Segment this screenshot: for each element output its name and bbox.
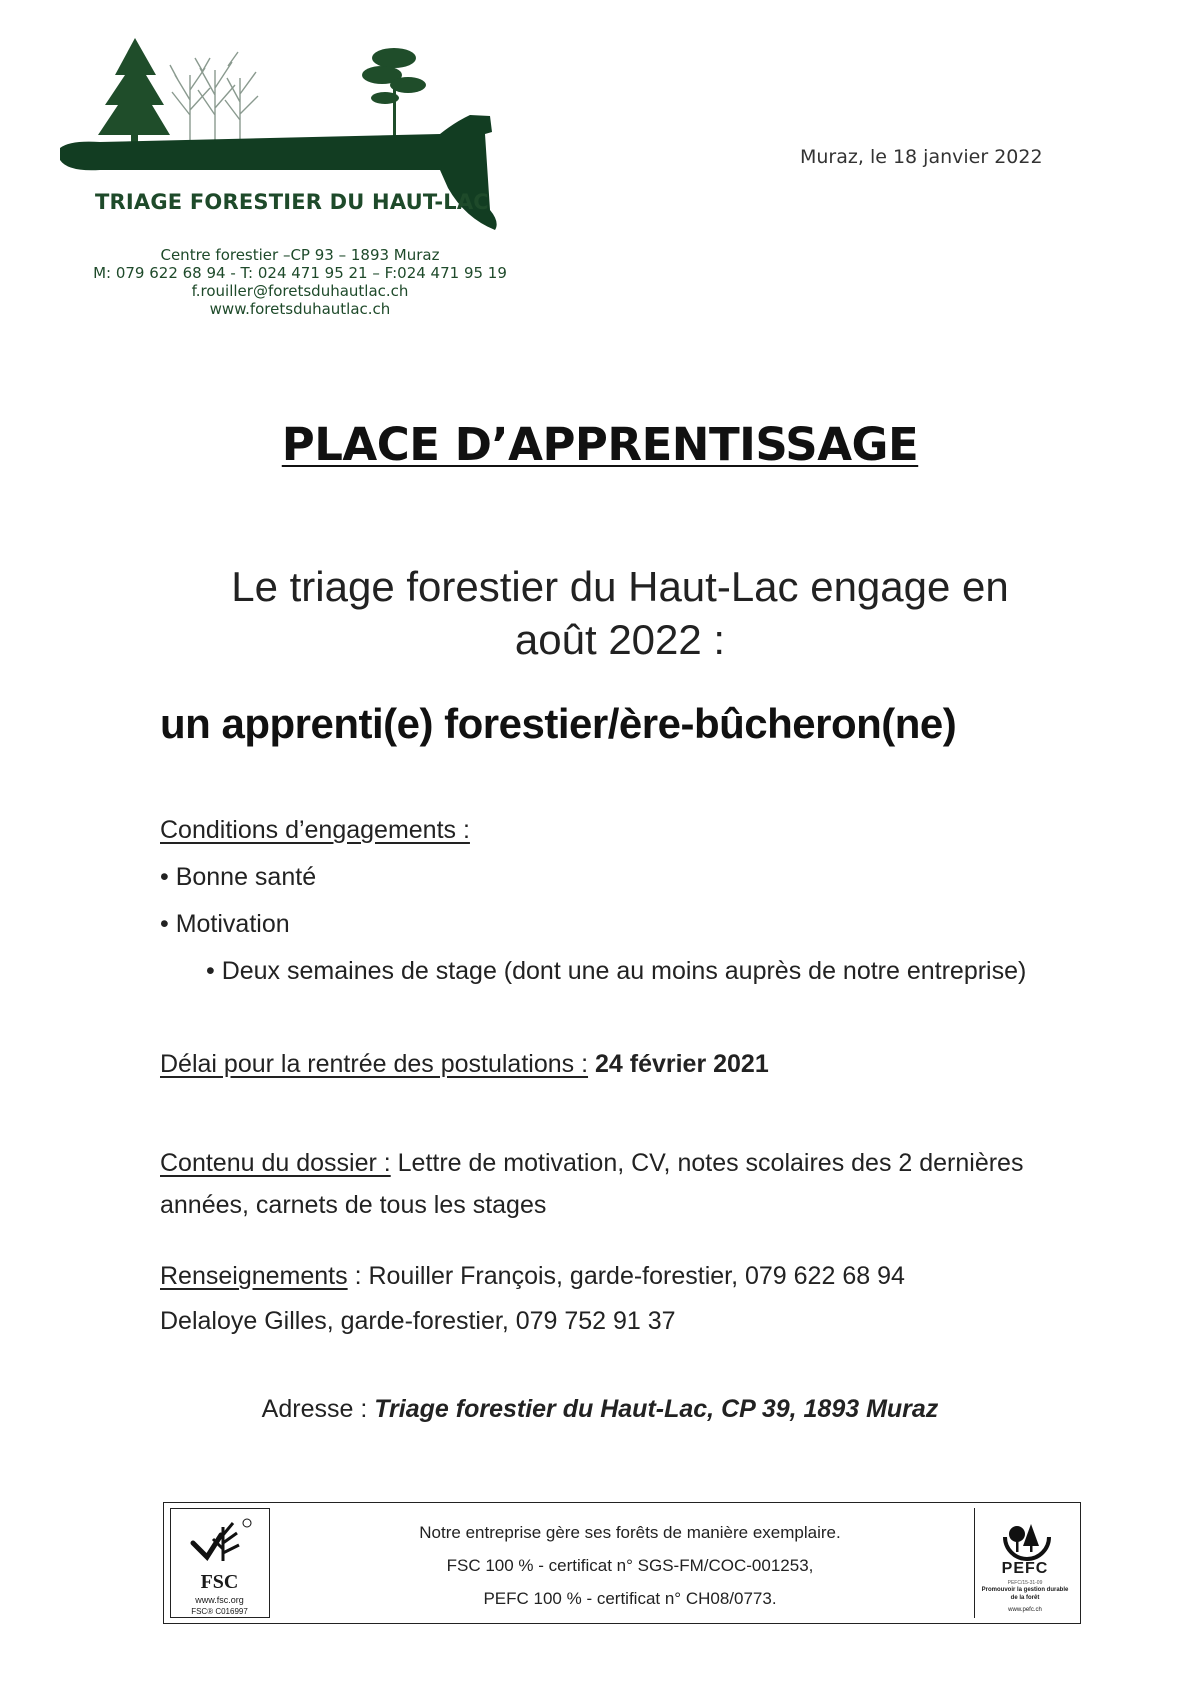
- pine-tree-icon: [362, 48, 426, 140]
- letter-date: Muraz, le 18 janvier 2022: [800, 146, 1043, 168]
- deadline-label: Délai pour la rentrée des postulations :: [160, 1050, 589, 1078]
- page-title: [0, 418, 1200, 471]
- cert-line-2: FSC 100 % - certificat n° SGS-FM/COC-001253,: [446, 1556, 814, 1575]
- info-contact-1: : Rouiller François, garde-forestier, 079 622 68 94: [347, 1262, 905, 1290]
- contact-website: www.foretsduhautlac.ch: [209, 300, 391, 318]
- info-contact-2: Delaloye Gilles, garde-forestier, 079 752 91 37: [160, 1307, 676, 1335]
- fsc-url: www.fsc.org: [195, 1595, 244, 1605]
- condition-item: • Bonne santé: [160, 863, 317, 891]
- page-title-text: PLACE D’APPRENTISSAGE: [281, 418, 919, 471]
- info-label: Renseignements: [160, 1262, 348, 1290]
- cert-line-1: Notre entreprise gère ses forêts de manière exemplaire.: [419, 1523, 841, 1542]
- intro-block: [140, 560, 1100, 666]
- deadline-value: 24 février 2021: [594, 1050, 769, 1078]
- certification-text: [300, 1516, 960, 1615]
- intro-line-1: Le triage forestier du Haut-Lac engage en: [231, 563, 1009, 610]
- address-value: Triage forestier du Haut-Lac, CP 39, 1893 Muraz: [374, 1395, 939, 1423]
- cert-line-3: PEFC 100 % - certificat n° CH08/0773.: [483, 1589, 777, 1608]
- pefc-trees-icon: [975, 1512, 1075, 1562]
- pefc-tagline-2: de la forêt: [1010, 1595, 1040, 1601]
- fsc-code: FSC® C016997: [191, 1607, 248, 1616]
- address-line: [0, 1395, 1200, 1424]
- address-label: Adresse :: [261, 1395, 375, 1423]
- condition-item: • Deux semaines de stage (dont une au moins auprès de notre entreprise): [206, 957, 1027, 985]
- contact-block: [80, 246, 520, 318]
- pefc-code: PEFC/15-31-09: [1007, 1580, 1043, 1586]
- pefc-tagline-1: Promouvoir la gestion durable: [981, 1587, 1069, 1593]
- conditions-heading: Conditions d’engagements :: [160, 816, 470, 844]
- contact-email: f.rouiller@foretsduhautlac.ch: [191, 282, 409, 300]
- dossier-label: Contenu du dossier :: [160, 1149, 391, 1177]
- bare-trees-icon: [170, 52, 258, 145]
- pefc-brand: PEFC: [1001, 1560, 1049, 1577]
- contact-address: Centre forestier –CP 93 – 1893 Muraz: [160, 246, 440, 264]
- dossier-paragraph: [160, 1142, 1090, 1226]
- contact-phones: M: 079 622 68 94 - T: 024 471 95 21 – F:024 471 95 19: [93, 264, 507, 282]
- fsc-tree-check-icon: [173, 1513, 269, 1573]
- org-logo-graphic: [60, 30, 550, 260]
- position-title: un apprenti(e) forestier/ère-bûcheron(ne): [160, 700, 957, 747]
- fsc-logo: [170, 1508, 270, 1618]
- conifer-tree-icon: [98, 38, 170, 145]
- fsc-brand: FSC: [200, 1571, 239, 1593]
- info-line-1: [160, 1262, 905, 1291]
- deadline-line: [160, 1050, 769, 1079]
- pefc-url: www.pefc.ch: [1008, 1607, 1042, 1613]
- condition-item: • Motivation: [160, 910, 290, 938]
- dossier-value: Lettre de motivation, CV, notes scolaires des 2 dernières années, carnets de tous les stages: [160, 1149, 1024, 1219]
- pefc-logo: [974, 1508, 1074, 1618]
- intro-line-2: août 2022 :: [514, 616, 726, 663]
- org-name: TRIAGE FORESTIER DU HAUT-LAC: [95, 190, 489, 214]
